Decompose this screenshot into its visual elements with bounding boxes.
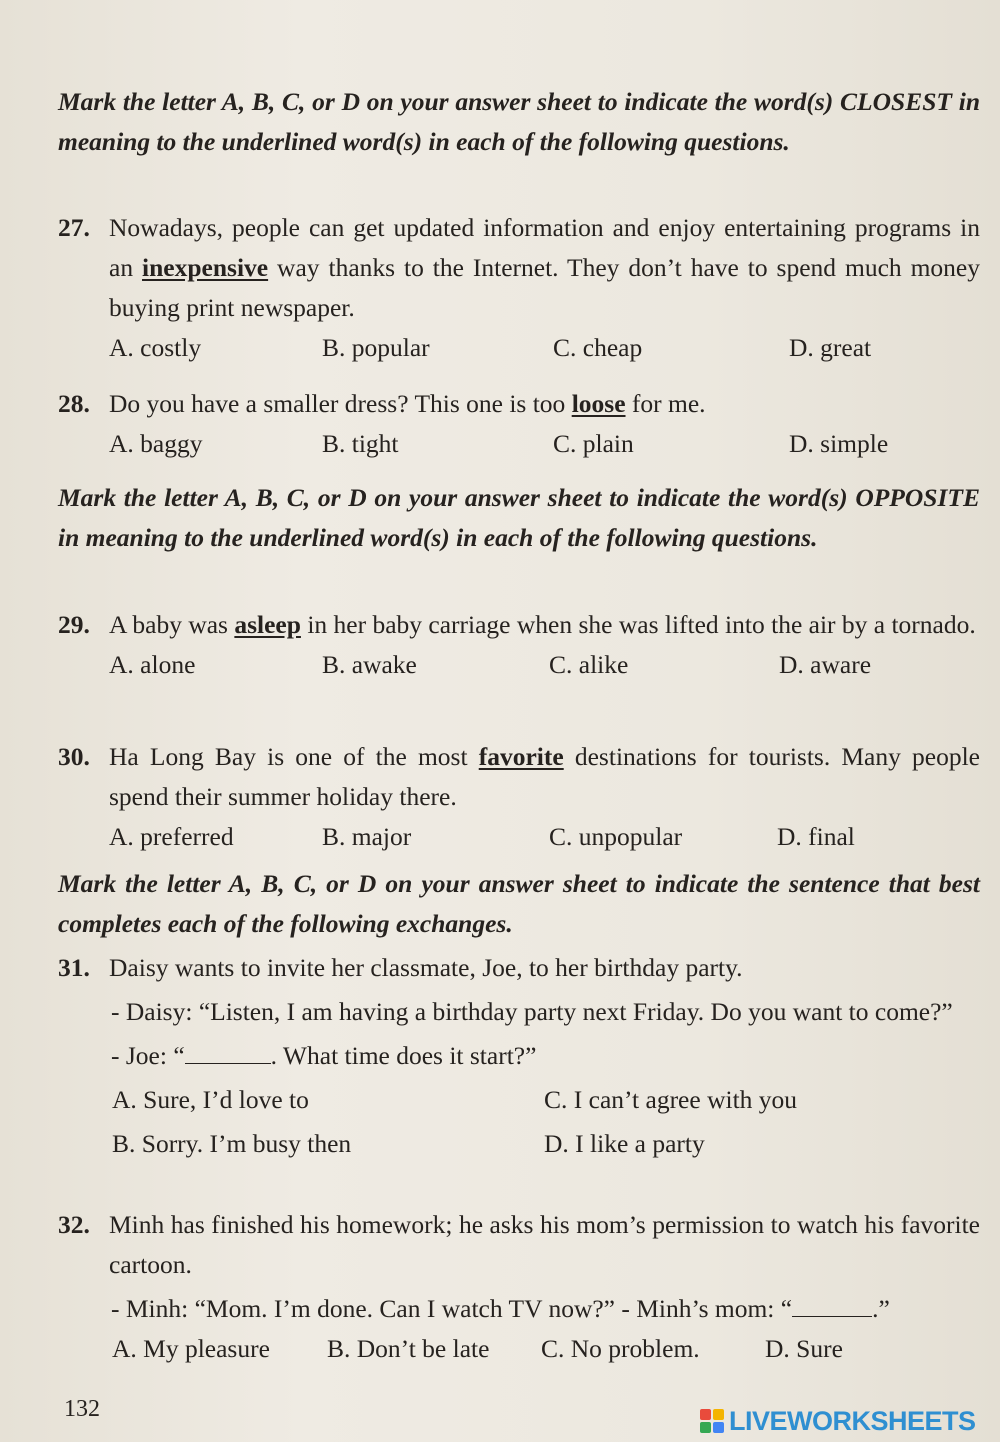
- answer-options: [109, 1329, 980, 1373]
- underlined-word: inexpensive: [142, 253, 269, 282]
- dialogue-line-joe: - Joe: “ . What time does it start?”: [111, 1041, 537, 1070]
- question-text: Do you have a smaller dress? This one is too loose for me.: [109, 389, 706, 418]
- question-32: [58, 1205, 980, 1373]
- option-a[interactable]: A. baggy: [109, 429, 203, 458]
- liveworksheets-brand-text: LIVEWORKSHEETS: [729, 1405, 976, 1436]
- question-28: [58, 384, 980, 468]
- page-number: 132: [64, 1396, 100, 1422]
- instruction-closest: Mark the letter A, B, C, or D on your answer sheet to indicate the word(s) CLOSEST in meaning to the underlined word(s) in each of the following questions.: [58, 87, 980, 156]
- underlined-word: loose: [571, 389, 626, 418]
- answer-options-row-2: [109, 1124, 980, 1168]
- option-a[interactable]: A. preferred: [109, 822, 234, 851]
- answer-options: [109, 645, 980, 689]
- option-c[interactable]: C. unpopular: [549, 822, 683, 851]
- question-number: 27.: [58, 213, 90, 242]
- liveworksheets-icon: [700, 1409, 724, 1433]
- question-text: Minh has finished his homework; he asks his mom’s permission to watch his favorite cartoon.: [109, 1210, 980, 1279]
- option-a[interactable]: A. alone: [109, 650, 196, 679]
- question-text: Nowadays, people can get updated information and enjoy entertaining programs in an inexpensive way thanks to the Internet. They don’t have to spend much money buying print newspaper.: [109, 213, 980, 322]
- dialogue-line-daisy: - Daisy: “Listen, I am having a birthday party next Friday. Do you want to come?”: [111, 997, 953, 1026]
- answer-options: [109, 424, 980, 468]
- question-number: 29.: [58, 610, 90, 639]
- option-a[interactable]: A. costly: [109, 333, 202, 362]
- option-d[interactable]: D. great: [789, 333, 872, 362]
- option-b[interactable]: B. awake: [322, 650, 417, 679]
- question-31: [58, 948, 980, 1168]
- liveworksheets-logo[interactable]: [700, 1404, 992, 1438]
- option-b[interactable]: B. popular: [322, 333, 430, 362]
- underlined-word: asleep: [234, 610, 301, 639]
- option-c[interactable]: C. alike: [549, 650, 629, 679]
- option-d[interactable]: D. I like a party: [544, 1129, 705, 1158]
- option-b[interactable]: B. Don’t be late: [327, 1334, 490, 1363]
- option-c[interactable]: C. I can’t agree with you: [544, 1085, 798, 1114]
- option-c[interactable]: C. cheap: [553, 333, 643, 362]
- answer-blank[interactable]: [185, 1041, 271, 1064]
- question-number: 30.: [58, 742, 90, 771]
- instruction-opposite: Mark the letter A, B, C, or D on your answer sheet to indicate the word(s) OPPOSITE in meaning to the underlined word(s) in each of the following questions.: [58, 483, 980, 552]
- underlined-word: favorite: [478, 742, 564, 771]
- option-c[interactable]: C. No problem.: [541, 1334, 700, 1363]
- option-a[interactable]: A. Sure, I’d love to: [112, 1085, 309, 1114]
- option-d[interactable]: D. aware: [779, 650, 872, 679]
- question-text: A baby was asleep in her baby carriage when she was lifted into the air by a tornado.: [109, 610, 976, 639]
- answer-options: [109, 1080, 980, 1124]
- question-27: [58, 208, 980, 372]
- option-b[interactable]: B. Sorry. I’m busy then: [112, 1129, 352, 1158]
- question-number: 28.: [58, 389, 90, 418]
- answer-options: [109, 328, 980, 372]
- question-number: 31.: [58, 953, 90, 982]
- dialogue-line-minh: - Minh: “Mom. I’m done. Can I watch TV now?” - Minh’s mom: “ .”: [111, 1294, 890, 1323]
- option-d[interactable]: D. final: [777, 822, 855, 851]
- instruction-exchanges: Mark the letter A, B, C, or D on your answer sheet to indicate the sentence that best completes each of the following exchanges.: [58, 869, 980, 938]
- option-b[interactable]: B. tight: [322, 429, 399, 458]
- option-d[interactable]: D. Sure: [765, 1334, 843, 1363]
- option-b[interactable]: B. major: [322, 822, 412, 851]
- question-29: [58, 605, 980, 689]
- answer-blank[interactable]: [792, 1294, 872, 1317]
- question-number: 32.: [58, 1210, 90, 1239]
- answer-options: [109, 817, 980, 861]
- option-a[interactable]: A. My pleasure: [112, 1334, 270, 1363]
- option-c[interactable]: C. plain: [553, 429, 634, 458]
- option-d[interactable]: D. simple: [789, 429, 889, 458]
- question-text: Ha Long Bay is one of the most favorite destinations for tourists. Many people spend their summer holiday there.: [109, 742, 980, 811]
- question-text: Daisy wants to invite her classmate, Joe, to her birthday party.: [109, 953, 743, 982]
- question-30: [58, 737, 980, 861]
